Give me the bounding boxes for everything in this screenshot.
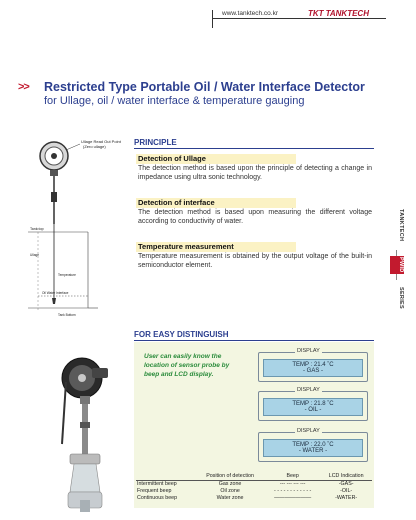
beep-table (136, 473, 372, 502)
principle-item-title: Detection of interface (138, 198, 215, 207)
tank-diagram (28, 132, 130, 330)
principle-item-title: Detection of Ullage (138, 154, 206, 163)
side-tab-mid: PWID (390, 256, 404, 274)
display-water (258, 428, 368, 462)
detector-device-photo (56, 352, 138, 516)
lcd-temp: TEMP : 21.8 ˚C (292, 401, 334, 407)
principle-item-ullage (136, 154, 372, 182)
lcd-zone: - OIL - (304, 407, 322, 413)
principle-heading: PRINCIPLE (134, 138, 177, 147)
principle-item-title: Temperature measurement (138, 242, 234, 251)
lcd-screen (263, 398, 363, 416)
readout-label-1: Ullage Read Out Point (81, 139, 121, 144)
oil-water-interface-label: Oil Water Interface (42, 291, 69, 295)
readout-label-2: (Zero ullage) (83, 144, 106, 149)
table-row: Frequent beep Oil zone - - - - - - - - - - - - -OIL- (137, 488, 353, 494)
brand (308, 9, 369, 18)
lcd-screen (263, 359, 363, 377)
header-rule (212, 18, 386, 19)
easy-heading: FOR EASY DISTINGUISH (134, 330, 229, 339)
table-header (136, 473, 195, 481)
table-row: Intermittent beep Gas zone --- --- --- --- -GAS- (137, 481, 354, 487)
lcd-zone: - WATER - (298, 448, 328, 454)
side-tab (390, 200, 404, 320)
lcd-screen (263, 439, 363, 457)
page-title: Restricted Type Portable Oil / Water Interface Detector (44, 80, 365, 94)
display-label: DISPLAY (297, 428, 320, 434)
principle-item-temperature (136, 242, 372, 270)
brand-name: TANKTECH (325, 9, 369, 18)
easy-rule (134, 340, 374, 341)
display-label: DISPLAY (297, 387, 320, 393)
probe-icon (52, 298, 56, 304)
principle-item-text: Temperature measurement is obtained by the output voltage of the built-in semiconductor element. (138, 253, 372, 269)
table-header: Position of detection (195, 473, 265, 481)
lcd-temp: TEMP : 21.4 ˚C (292, 362, 334, 368)
table-header: LCD Indication (320, 473, 372, 481)
easy-note: User can easily know the location of sensor probe by beep and LCD display. (144, 353, 230, 378)
principle-rule (134, 148, 374, 149)
tank-bottom-label: Tank Bottom (58, 313, 76, 317)
lcd-temp: TEMP : 22.0 ˚C (292, 442, 334, 448)
website-url[interactable]: www.tanktech.co.kr (222, 10, 278, 17)
tank-top-label: Tank top (30, 227, 44, 231)
ullage-label: Ullage (30, 253, 40, 257)
principle-item-interface (136, 198, 372, 226)
side-tab-top: TANKTECH (390, 200, 404, 250)
side-tab-bottom: SERIES (390, 280, 404, 316)
display-gas (258, 348, 368, 382)
table-row: Continuous beep Water zone ——————— -WATER- (137, 495, 358, 501)
display-oil (258, 387, 368, 421)
temperature-label: Temperature (58, 273, 76, 277)
principle-item-text: The detection method is based upon measuring the different voltage according to conductivity of water. (138, 209, 372, 225)
table-header: Beep (265, 473, 320, 481)
title-arrows-icon: >> (18, 81, 29, 93)
brand-logo: TKT (308, 9, 324, 18)
lcd-zone: - GAS - (302, 368, 323, 374)
header-divider-vertical (212, 10, 213, 28)
page-subtitle: for Ullage, oil / water interface & temperature gauging (44, 95, 305, 107)
principle-item-text: The detection method is based upon the principle of detecting a change in impedance using ultra sonic technology. (138, 165, 372, 181)
display-label: DISPLAY (297, 348, 320, 354)
